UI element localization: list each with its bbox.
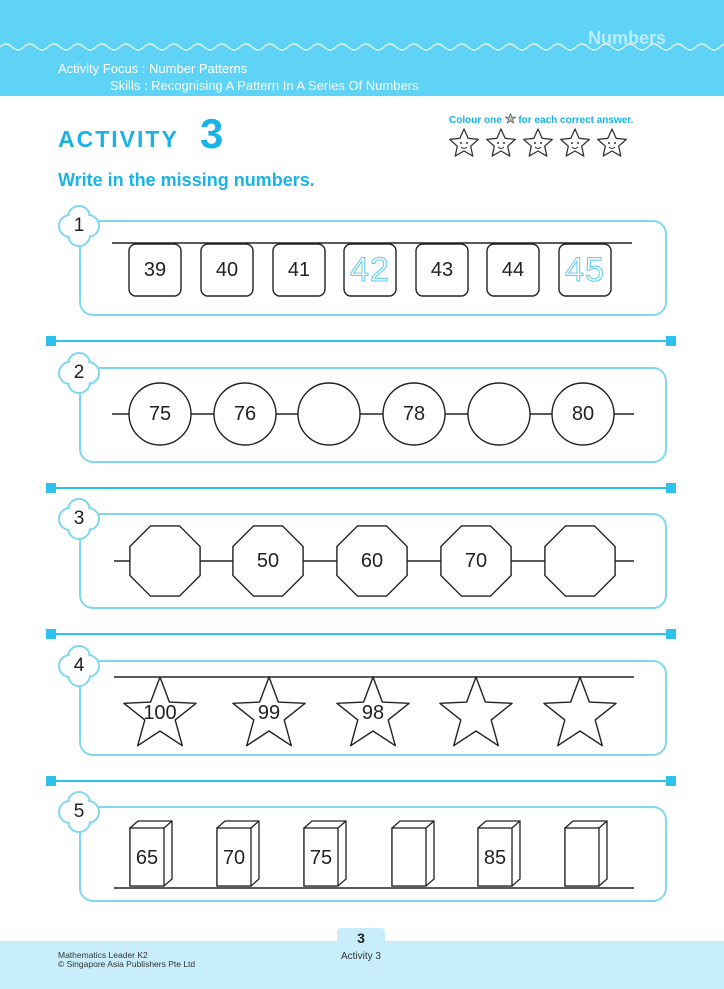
q3-number: 70 (464, 550, 488, 572)
q5-block (392, 821, 434, 886)
q1-dotted-number: 45 (565, 251, 605, 289)
colour-note-start: Colour one (449, 115, 502, 126)
q2-circle (298, 383, 360, 445)
q1-number: 44 (501, 259, 525, 281)
q2-number: 78 (402, 403, 426, 425)
colour-note-end: for each correct answer. (518, 115, 634, 126)
q5-block (565, 821, 607, 886)
q1-number: 41 (287, 259, 311, 281)
q3-number: 60 (360, 550, 384, 572)
instruction-text: Write in the missing numbers. (58, 170, 315, 190)
q4-number: 99 (257, 702, 281, 724)
question-3-number: 3 (73, 508, 85, 529)
q5-number: 70 (222, 847, 246, 869)
q2-number: 80 (571, 403, 595, 425)
page-number: 3 (357, 930, 365, 946)
topic-title: Numbers (587, 28, 666, 48)
q3-octagon (545, 526, 615, 596)
book-title: Mathematics Leader K2 (58, 950, 148, 960)
q5-number: 85 (483, 847, 507, 869)
q3-octagon (130, 526, 200, 596)
q5-number: 65 (135, 847, 159, 869)
q2-number: 75 (148, 403, 172, 425)
q4-number: 98 (361, 702, 385, 724)
q4-star (440, 677, 512, 746)
q4-number: 100 (143, 702, 177, 724)
q2-number: 76 (233, 403, 257, 425)
activity-word: ACTIVITY (58, 126, 179, 152)
q1-number: 43 (430, 259, 454, 281)
activity-focus: Activity Focus : Number Patterns (58, 61, 248, 76)
q5-number: 75 (309, 847, 333, 869)
copyright: © Singapore Asia Publishers Pte Ltd (58, 959, 196, 969)
q1-dotted-number: 42 (350, 251, 390, 289)
activity-number: 3 (200, 110, 224, 157)
q2-circle (468, 383, 530, 445)
page-activity-label: Activity 3 (340, 951, 381, 962)
question-4-number: 4 (73, 655, 85, 676)
question-1-number: 1 (73, 215, 85, 236)
q1-number: 39 (143, 259, 167, 281)
q4-star (544, 677, 616, 746)
skills-line: Skills : Recognising A Pattern In A Series Of Numbers (110, 78, 419, 93)
q3-number: 50 (256, 550, 280, 572)
question-2-number: 2 (73, 362, 85, 383)
question-5-number: 5 (73, 801, 85, 822)
q1-number: 40 (215, 259, 239, 281)
